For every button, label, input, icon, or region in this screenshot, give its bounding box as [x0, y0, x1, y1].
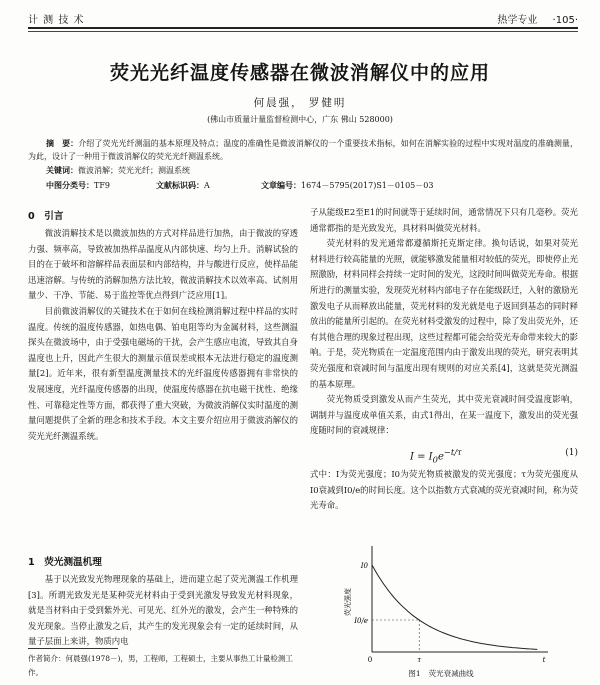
left-column-principle [28, 572, 298, 650]
clc-entry [46, 180, 110, 191]
equation-1 [310, 447, 578, 463]
right-paragraph-2: 荧光物质受到激发从而产生荧光，其中荧光衰减时间受温度影响，调制并与温度成单值关系，由式1得出，在某一温度下，激发出的荧光强度随时间的衰减规律： [310, 394, 578, 436]
article-id-value: 1674－5795(2017)S1－0105－03 [301, 181, 434, 190]
figure-caption-text: 荧光衰减曲线 [428, 669, 474, 678]
equation-number: (1) [565, 448, 578, 458]
page-number: ·105· [552, 15, 578, 26]
paper-title: 荧光光纤温度传感器在微波消解仪中的应用 [109, 62, 490, 84]
header-right [485, 11, 578, 26]
y-tick-label-I0: I0 [360, 562, 368, 571]
header-rule-thin [28, 31, 578, 32]
right-paragraph-1: 荧光材料的发光通常都遵循斯托克斯定律。换句话说，如果对荧光材料进行较高能量的光照，就能够激发能量相对较低的荧光，即使停止光照激励，材料同样会持续一定时间的发光，这段时间叫做荧光寿命。根据所进行的测量实验，发现荧光材料内部电子存在能级跃迁，入射的激励光激发电子从而释放出能量，荧光材料的发光就是电子返回到基态的同时释放出的能量所引起的。在荧光材料受激发的过程中，除了发出荧光外，还有其他合理的现象过程出现，这些过程都可能会给荧光寿命带来较大的影响。于是，荧光物质在一定温度范围内由于激发出现的荧光，研究表明其荧光强度和衰减时间与温度出现有规则的对应关系[4]，这就是荧光测温的基本原理。 [310, 238, 578, 389]
x-tick-label-tau: τ [417, 656, 422, 664]
figure-caption [330, 668, 560, 679]
abstract [28, 137, 578, 163]
running-header [28, 11, 578, 27]
right-column-after-eq [310, 467, 578, 514]
y-axis-label: 荧光强度 [344, 588, 352, 616]
figure-number: 图1 [408, 669, 421, 678]
article-id-entry [261, 180, 433, 191]
principle-paragraph-1: 基于以光致发光物理现象的基础上，进而建立起了荧光测温工作机理[3]。所谓光致发光是某种荧光材料由于受到光激发导致发光材料现象，就是当材料由于受到紫外光、可见光、红外光的激发，会产生一种特殊的发光现象。当停止激发之后，其产生的发光现象会有一定的延续时间，从量子层面上来讲，物质内电 [28, 574, 298, 647]
x-axis-label: t [542, 656, 546, 664]
journal-name: 计 测 技 术 [28, 15, 85, 26]
equation-exponent: −t/τ [443, 447, 462, 457]
keywords-label: 关键词： [46, 166, 78, 175]
header-rule [28, 27, 578, 29]
left-column-intro [28, 226, 298, 444]
intro-paragraph-1: 微波消解技术是以微波加热的方式对样品进行加热，由于微波的穿透力强、频率高，导致被加热样品温度从内部快速、均匀上升。消解试验的目的在于破坏和溶解样品表面层和内部结构，并与酸进行反应，使样品能迅速溶解。与传统的消解加热方法比较，微波消解技术以效率高、试剂用量少、干净、节能、易于监控等优点得到广泛应用[1]。 [28, 228, 298, 301]
equation-lhs: I = I [410, 451, 433, 463]
equation-body [410, 447, 462, 464]
section-name: 热学专业 [497, 15, 538, 26]
section-heading-intro: 0 引言 [28, 211, 64, 222]
footnote-rule [28, 648, 118, 649]
affiliation: (佛山市质量计量监督检测中心，广东 佛山 528000) [207, 115, 393, 124]
y-tick-label-I0e: I0/e [354, 617, 368, 626]
keywords [46, 165, 190, 176]
section-heading-principle: 1 荧光测温机理 [28, 557, 102, 568]
equation-exp-base: e [437, 451, 444, 463]
right-column [310, 205, 578, 439]
footnote: 作者简介：何晨强(1978－)，男，工程师，工程硕士，主要从事热工计量检测工作。 [28, 654, 293, 677]
doc-code-value: A [204, 181, 210, 190]
doc-code-label: 文献标识码： [156, 181, 204, 190]
article-id-label: 文章编号： [261, 181, 301, 190]
decay-curve [372, 565, 537, 649]
clc-label: 中图分类号： [46, 181, 94, 190]
decay-curve-figure [330, 540, 560, 668]
abstract-text: 介绍了荧光光纤测温的基本原理及特点；温度的准确性是微波消解仪的一个重要技术指标，如何在消解实验的过程中实现对温度的准确测量，为此，设计了一种用于微波消解仪的荧光光纤测温系统。 [28, 139, 578, 161]
keywords-text: 微波消解；荧光光纤；测温系统 [78, 166, 190, 175]
authors: 何晨强， 罗健明 [253, 97, 347, 109]
intro-paragraph-2: 目前微波消解仪的关键技术在于如何在线检测消解过程中样品的实时温度。传统的温度传感器，如热电偶、铂电阻等均为金属材料，这些测温探头在微波场中，由于受强电磁场的干扰，会产生感应电流，导致其自身温度也上升，因此产生很大的测量示值误差或根本无法进行稳定的温度测量[2]。近年来，很有新型温度测量技术的光纤温度传感器拥有非常快的发展速度，光纤温度传感器的出现，使温度传感器在抗电磁干扰性、绝缘性、可靠稳定性等方面，都获得了重大突破，为微波消解仪实时温度的测量问题提供了全新的理念和技术手段。本文主要介绍应用于微波消解仪的荧光光纤测温系统。 [28, 305, 298, 441]
abstract-label: 摘 要： [46, 139, 79, 148]
equation-subscript: 0 [432, 454, 438, 465]
doc-code-entry [156, 180, 210, 191]
x-tick-label-zero: 0 [367, 656, 373, 664]
continued-paragraph: 子从能级E2至E1的时间就等于延续时间，通常情况下只有几毫秒。荧光通常都指的是光致发光，具材料叫做荧光材料。 [310, 207, 578, 233]
right-paragraph-3: 式中：I为荧光强度；I0为荧光物质被激发的荧光强度；τ为荧光强度从I0衰减到I0/e的时间长度。这个以指数方式衰减的荧光衰减时间，称为荧光寿命。 [310, 469, 578, 511]
clc-value: TF9 [94, 181, 110, 190]
